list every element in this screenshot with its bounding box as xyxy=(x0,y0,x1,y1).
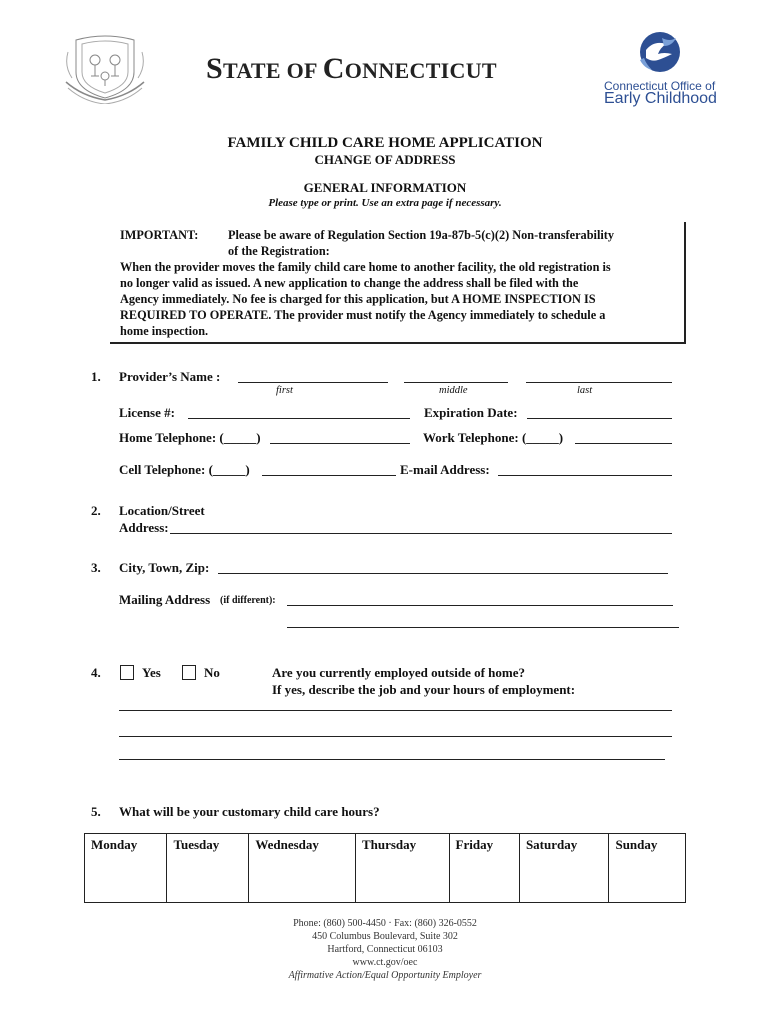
form-title: FAMILY CHILD CARE HOME APPLICATION xyxy=(227,135,543,151)
important-label: IMPORTANT: xyxy=(120,228,199,242)
no-checkbox[interactable] xyxy=(182,665,196,680)
mailing-address-note: (if different): xyxy=(220,595,276,606)
important-line: When the provider moves the family child care home to another facility, the old registration is xyxy=(120,260,611,274)
question-number: 2. xyxy=(91,503,101,518)
license-label: License #: xyxy=(119,405,175,420)
cell-telephone-field[interactable] xyxy=(262,475,396,476)
yes-label: Yes xyxy=(142,665,161,680)
mailing-address-label: Mailing Address xyxy=(119,592,211,607)
day-label: Wednesday xyxy=(255,837,319,852)
work-telephone-field[interactable] xyxy=(575,443,672,444)
oec-name-line2: Early Childhood xyxy=(604,90,717,107)
employment-description-line-1[interactable] xyxy=(119,710,672,711)
home-telephone-label: Home Telephone: (_____) xyxy=(119,430,261,445)
yes-checkbox[interactable] xyxy=(120,665,134,680)
location-label-line2: Address: xyxy=(119,520,169,535)
question-number: 4. xyxy=(91,665,101,680)
city-town-zip-label: City, Town, Zip: xyxy=(119,560,210,575)
state-title: STATE OF CONNECTICUT xyxy=(206,52,497,85)
license-field[interactable] xyxy=(188,418,410,419)
email-label: E-mail Address: xyxy=(400,462,490,477)
provider-middle-name-field[interactable] xyxy=(404,382,508,383)
footer-phone: Phone: (860) 500-4450 · Fax: (860) 326-0552 xyxy=(293,918,477,929)
important-notice-box xyxy=(110,222,686,344)
footer-website[interactable]: www.ct.gov/oec xyxy=(352,957,418,968)
provider-last-name-field[interactable] xyxy=(526,382,672,383)
day-label: Saturday xyxy=(525,837,578,852)
day-label: Sunday xyxy=(615,837,658,852)
provider-name-label: Provider’s Name : xyxy=(119,369,221,384)
footer-address1: 450 Columbus Boulevard, Suite 302 xyxy=(312,931,458,942)
day-label: Thursday xyxy=(361,837,417,852)
day-label: Friday xyxy=(455,837,494,852)
state-seal-icon xyxy=(62,32,148,104)
day-cell-saturday[interactable] xyxy=(519,834,609,903)
child-care-hours-table xyxy=(84,833,686,903)
form-subtitle: CHANGE OF ADDRESS xyxy=(314,152,456,167)
first-caption: first xyxy=(276,385,293,396)
important-line: Please be aware of Regulation Section 19a-87b-5(c)(2) Non-transferability xyxy=(228,228,615,242)
employment-question-followup: If yes, describe the job and your hours of employment: xyxy=(272,682,576,697)
question-number: 3. xyxy=(91,560,101,575)
day-cell-monday[interactable] xyxy=(85,834,167,903)
expiration-label: Expiration Date: xyxy=(424,405,518,420)
last-caption: last xyxy=(577,385,593,396)
city-town-zip-field[interactable] xyxy=(218,573,668,574)
day-cell-tuesday[interactable] xyxy=(167,834,249,903)
day-label: Tuesday xyxy=(173,837,220,852)
day-cell-thursday[interactable] xyxy=(355,834,449,903)
oec-name-line1: Connecticut Office of xyxy=(604,79,716,93)
cell-telephone-label: Cell Telephone: (_____) xyxy=(119,462,250,477)
important-line: home inspection. xyxy=(120,324,209,338)
question-number: 1. xyxy=(91,369,101,384)
middle-caption: middle xyxy=(439,385,468,396)
home-telephone-field[interactable] xyxy=(270,443,410,444)
section-heading: GENERAL INFORMATION xyxy=(303,180,467,195)
no-label: No xyxy=(204,665,220,680)
question-number: 5. xyxy=(91,804,101,819)
mailing-address-field-1[interactable] xyxy=(287,605,673,606)
day-cell-wednesday[interactable] xyxy=(249,834,356,903)
day-cell-sunday[interactable] xyxy=(609,834,686,903)
footer-address2: Hartford, Connecticut 06103 xyxy=(327,944,443,955)
day-label: Monday xyxy=(91,837,138,852)
instructions: Please type or print. Use an extra page if necessary. xyxy=(268,197,502,209)
work-telephone-label: Work Telephone: (_____) xyxy=(423,430,564,445)
footer-eoe: Affirmative Action/Equal Opportunity Employer xyxy=(288,970,482,981)
important-line: no longer valid as issued. A new application to change the address shall be filed with the xyxy=(120,276,579,290)
day-cell-friday[interactable] xyxy=(449,834,519,903)
important-line: of the Registration: xyxy=(228,244,330,258)
child-care-hours-question: What will be your customary child care hours? xyxy=(119,804,380,819)
email-field[interactable] xyxy=(498,475,672,476)
employment-question: Are you currently employed outside of home? xyxy=(272,665,525,680)
expiration-field[interactable] xyxy=(527,418,672,419)
provider-first-name-field[interactable] xyxy=(238,382,388,383)
employment-description-line-3[interactable] xyxy=(119,759,665,760)
employment-description-line-2[interactable] xyxy=(119,736,672,737)
important-line: Agency immediately. No fee is charged for this application, but A HOME INSPECTION IS xyxy=(120,292,596,306)
important-line: REQUIRED TO OPERATE. The provider must notify the Agency immediately to schedule a xyxy=(120,308,606,322)
street-address-field[interactable] xyxy=(170,533,672,534)
location-label-line1: Location/Street xyxy=(119,503,205,518)
mailing-address-field-2[interactable] xyxy=(287,627,679,628)
